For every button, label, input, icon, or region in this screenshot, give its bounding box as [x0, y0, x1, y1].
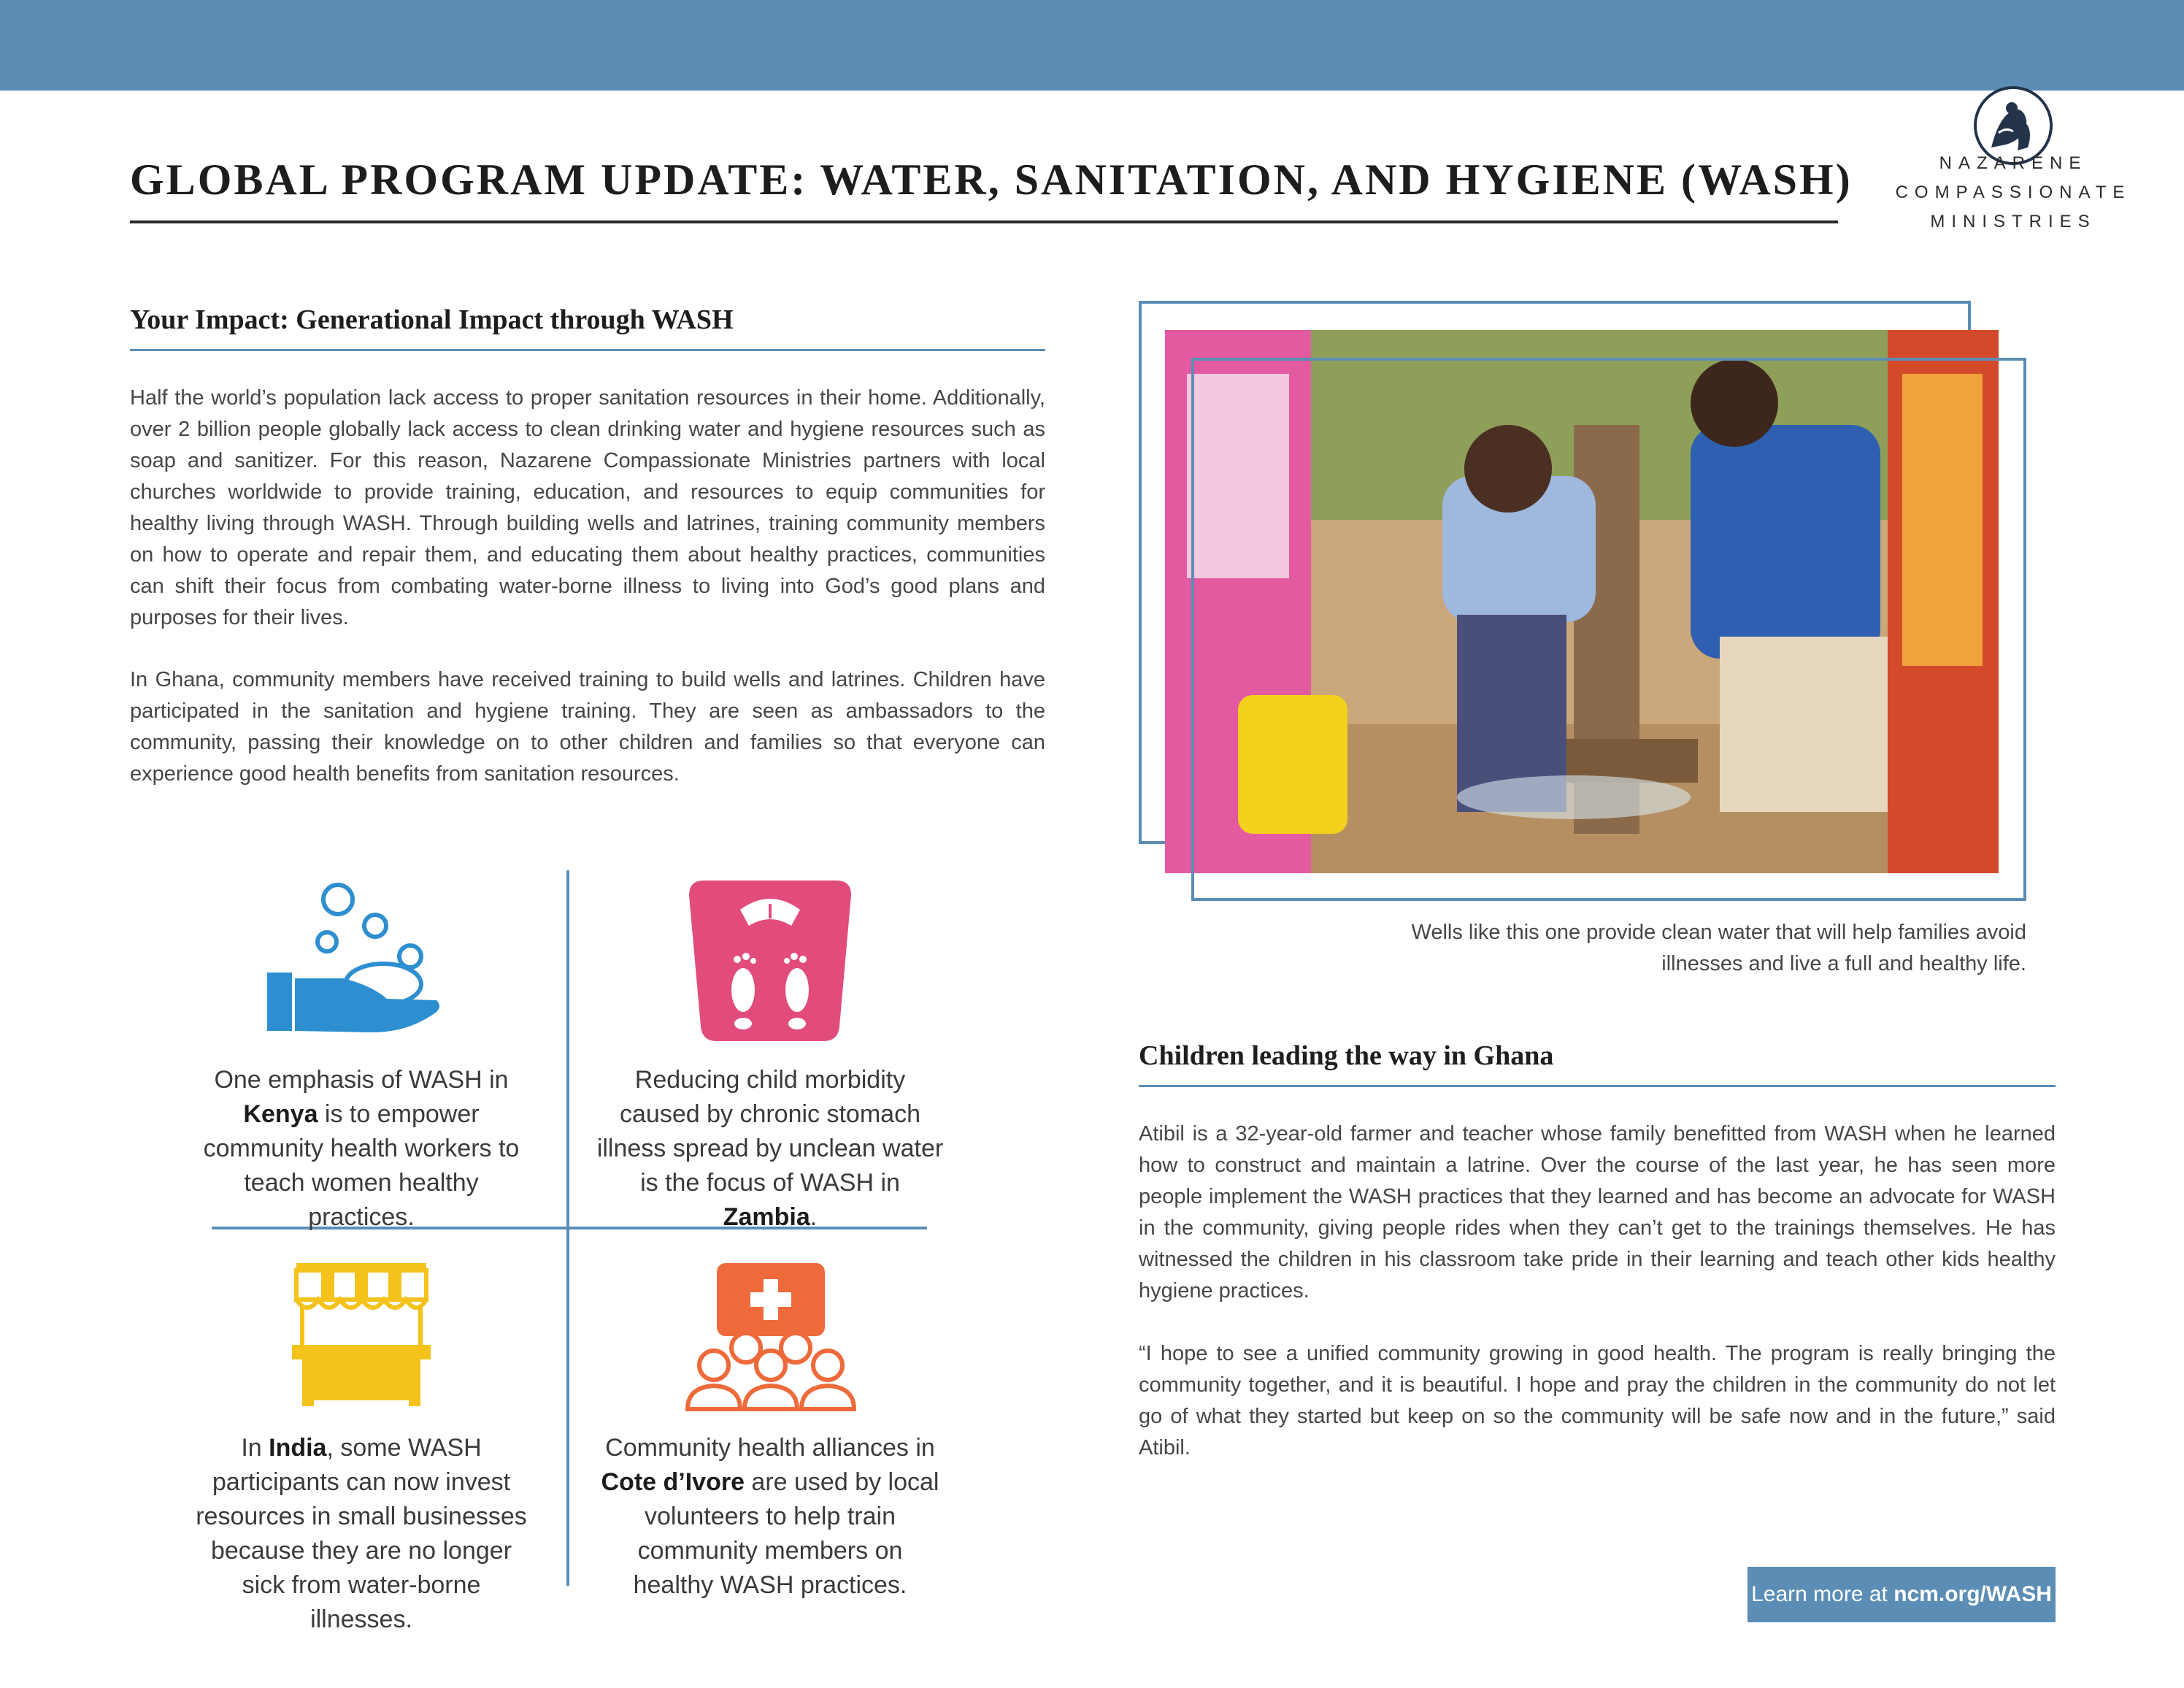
ghana-quote: “I hope to see a unified community growing in good health. The program is really bringing the community together, and it is beautiful. I hope and pray the children in the community do not let go of what they started but keep on so the community will be safe now and in the future,” said Atibil.	[1139, 1342, 2056, 1459]
country-zambia: Zambia	[723, 1203, 810, 1231]
impact-heading: Your Impact: Generational Impact through WASH	[130, 304, 734, 335]
ghana-paragraph-1: Atibil is a 32-year-old farmer and teacher whose family benefitted from WASH when he learned how to construct and maintain a latrine. Over the course of the last year, he has seen more people implement the WASH practices that they learned and has become an advocate for WASH in the community, giving people rides when they can’t get to the trainings themselves. He has witnessed the children in his classroom take pride in their learning and teach other kids healthy hygiene practices.	[1139, 1122, 2056, 1303]
impact-paragraph-1: Half the world’s population lack access to proper sanitation resources in their home. Additionally, over 2 billion people globally lack access to clean drinking water and hygiene resources such as soap and sanitizer. For this reason, Nazarene Compassionate Ministries partners with local churches worldwide to provide training, education, and resources to equip communities for healthy living through WASH. Through building wells and latrines, training community members on how to operate and repair them, and educating them about healthy practices, communities can shift their focus from combating water-borne illness to living into God’s good plans and purposes for their lives.	[130, 386, 1045, 629]
impact-paragraph-2: In Ghana, community members have received training to build wells and latrines. Children have participated in the sanitation and hygiene training. They are seen as ambassadors to the community, passing their knowledge on to other children and families so that everyone can experience good health benefits from sanitation resources.	[130, 668, 1045, 786]
photo-frame-front	[1191, 358, 2026, 901]
fact-cote-divoire-caption: Community health alliances in Cote d’Ivore are used by local volunteers to help train community members on healthy WASH practices.	[601, 1434, 939, 1599]
country-cote-divoire: Cote d’Ivore	[601, 1468, 745, 1496]
logo-line-3: MINISTRIES	[1930, 212, 2096, 231]
market-stall-icon	[292, 1263, 431, 1406]
page-title: GLOBAL PROGRAM UPDATE: WATER, SANITATION, AND HYGIENE (WASH)	[130, 156, 1853, 204]
health-alliance-icon	[683, 1263, 858, 1412]
fact-zambia-caption: Reducing child morbidity caused by chronic stomach illness spread by unclean water is the focus of WASH in Zambia.	[596, 1066, 944, 1231]
logo-wordmark	[1880, 149, 2146, 237]
learn-more-button[interactable]: Learn more at ncm.org/WASH	[1747, 1567, 2056, 1622]
country-india: India	[269, 1434, 327, 1462]
ghana-heading: Children leading the way in Ghana	[1139, 1040, 1554, 1071]
scale-icon	[689, 881, 851, 1041]
hand-washing-icon	[263, 876, 445, 1044]
ghana-heading-rule	[1139, 1085, 2056, 1087]
impact-heading-rule	[130, 349, 1045, 351]
logo-line-1: NAZARENE	[1939, 153, 2088, 173]
logo-line-2: COMPASSIONATE	[1895, 183, 2131, 202]
photo-caption: Wells like this one provide clean water that will help families avoid illnesses and live a full and healthy life.	[1411, 921, 2026, 975]
title-divider	[130, 220, 1838, 223]
top-banner	[0, 0, 2184, 91]
learn-more-link[interactable]: ncm.org/WASH	[1893, 1582, 2052, 1606]
fact-kenya-caption: One emphasis of WASH in Kenya is to empower community health workers to teach women healthy practices.	[203, 1066, 520, 1231]
fact-india-caption: In India, some WASH participants can now invest resources in small businesses because they are no longer sick from water-borne illnesses.	[196, 1434, 527, 1633]
country-kenya: Kenya	[243, 1100, 318, 1128]
